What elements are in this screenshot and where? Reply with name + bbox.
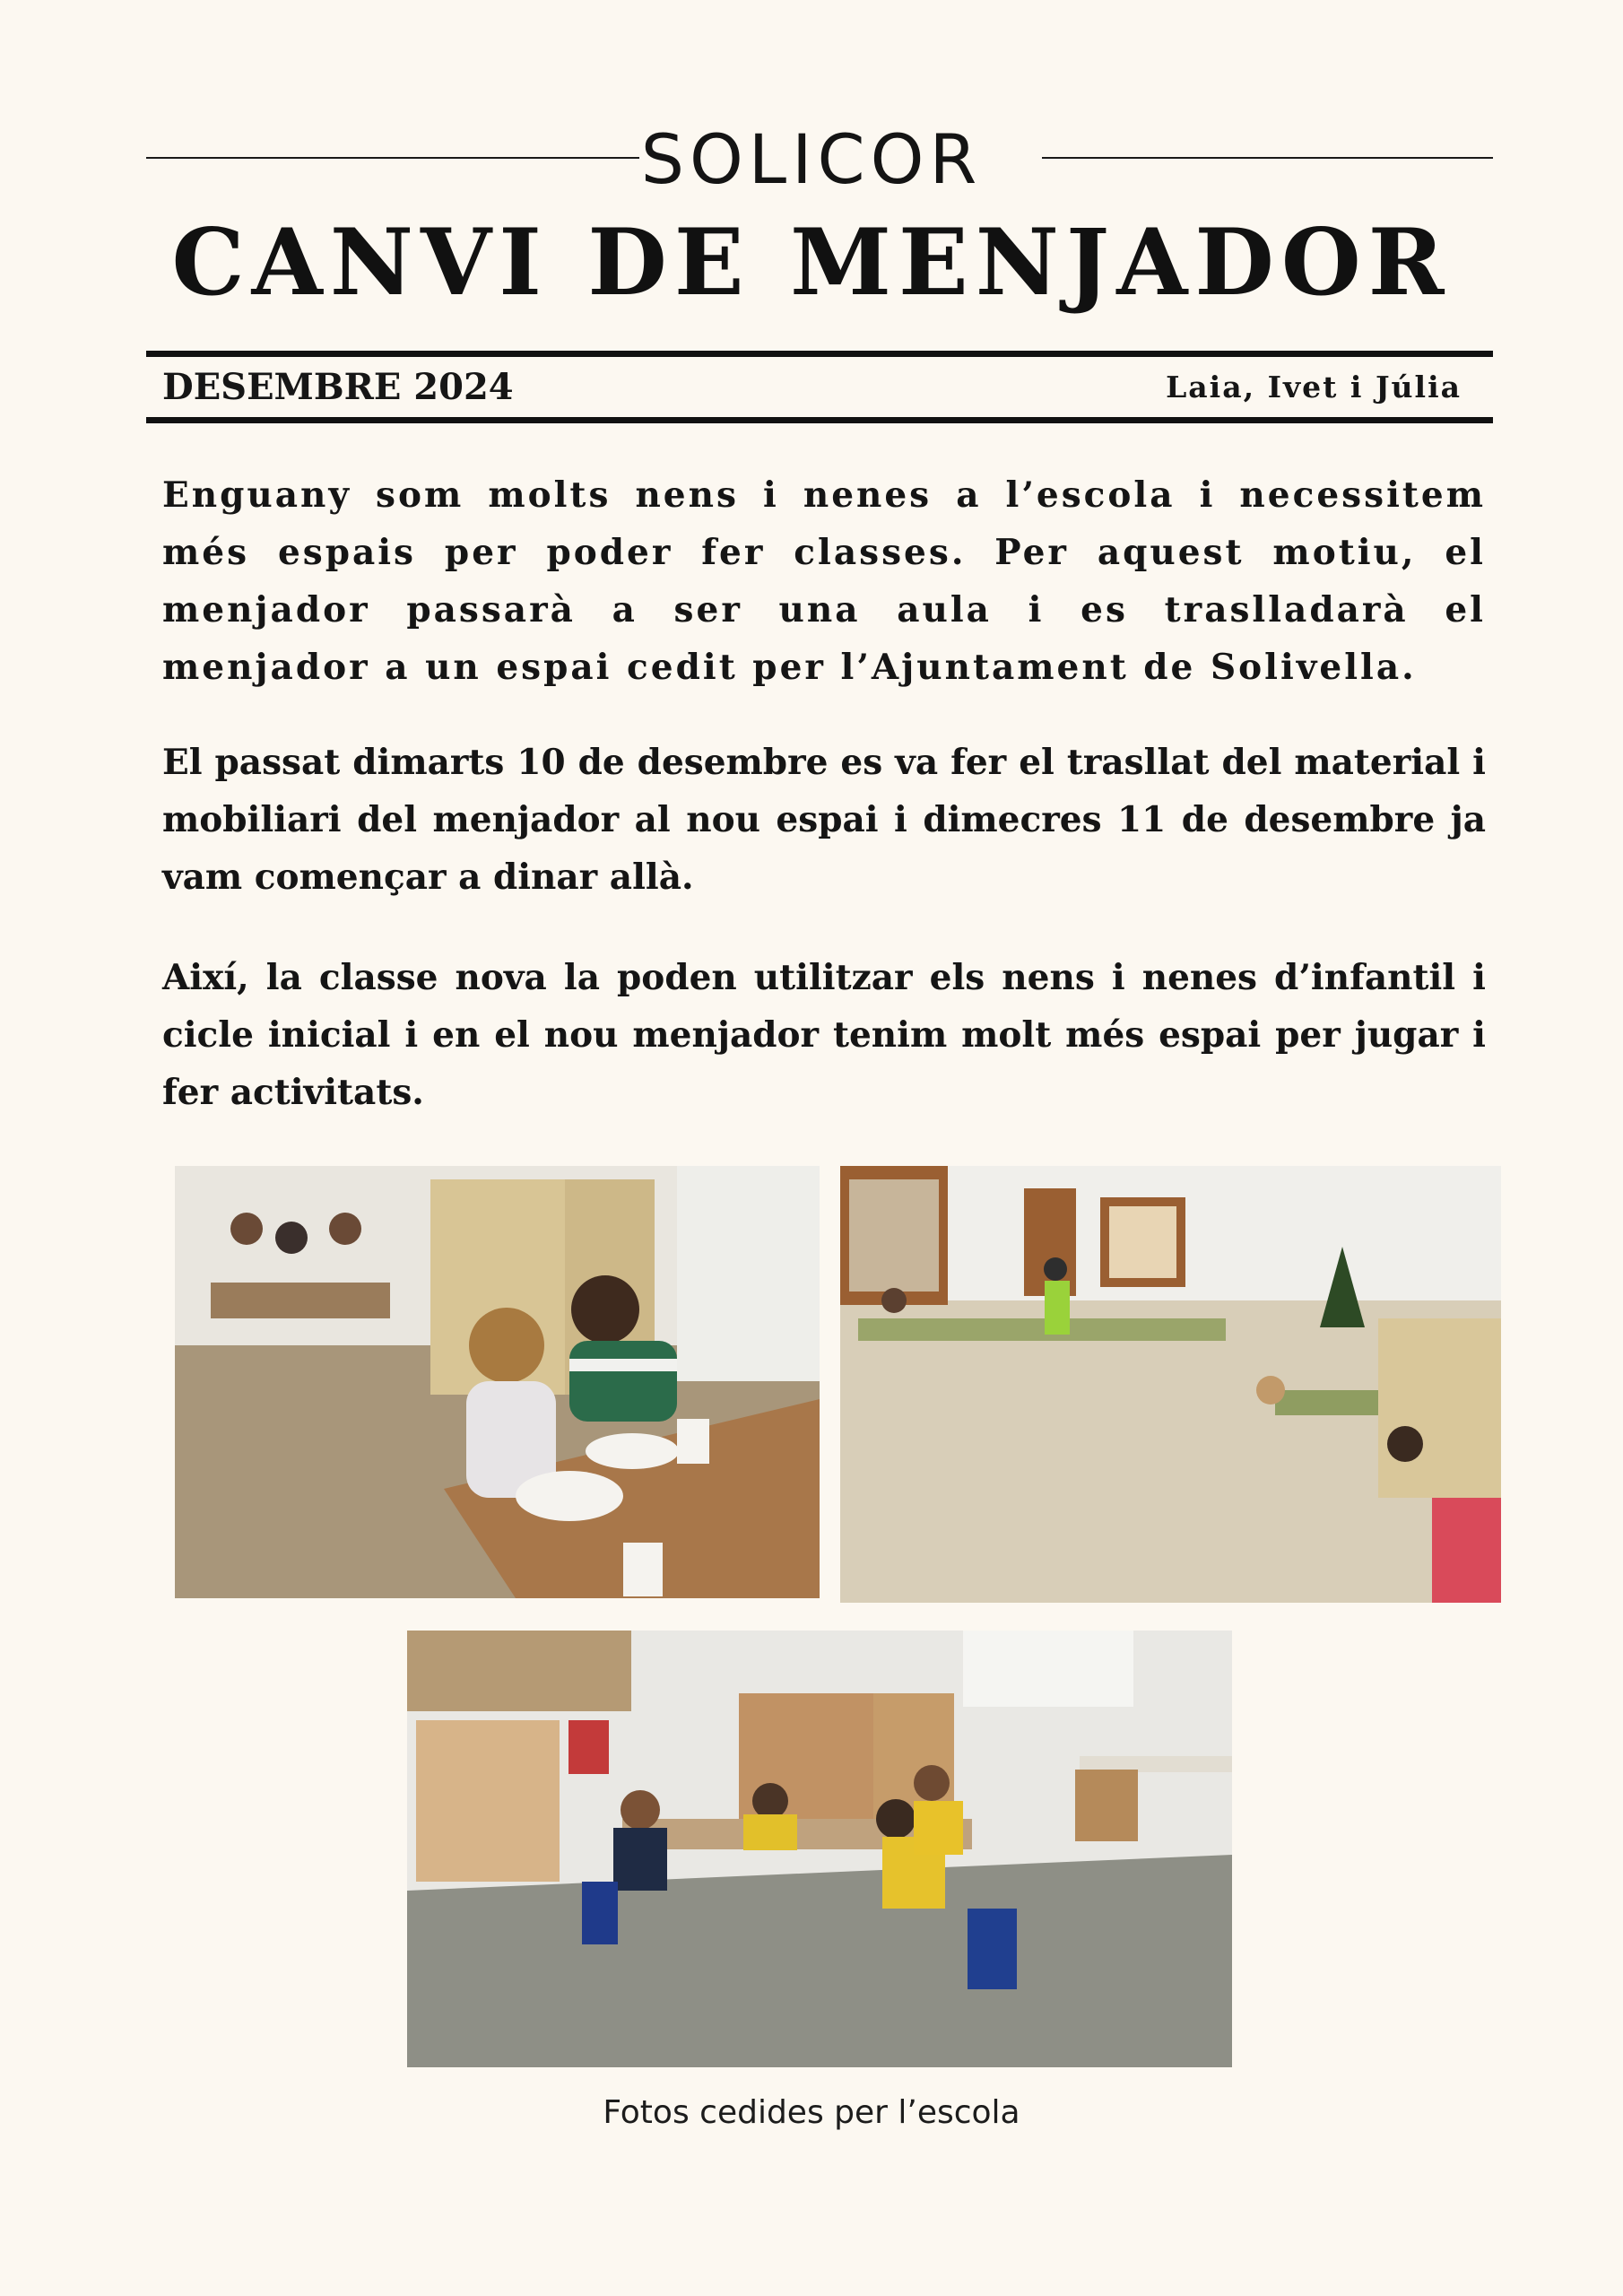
dateline-top-rule [146,351,1493,357]
photo-new-classroom [407,1631,1232,2067]
article-paragraph: El passat dimarts 10 de desembre es va fer el trasllat del material i mobiliari del menjador al nou espai i dimecres 11 de desembre ja vam començar a dinar allà. [162,742,1486,898]
authors: Laia, Ivet i Júlia [1166,370,1462,404]
dateline-bottom-rule [146,417,1493,423]
headline: CANVI DE MENJADOR [171,209,1452,317]
masthead-title: SOLICOR [640,119,983,199]
article-paragraph: Així, la classe nova la poden utilitzar els nens i nenes d’infantil i cicle inicial i en el nou menjador tenim molt més espai per jugar i fer activitats. [162,957,1486,1113]
photo-children-eating [175,1166,820,1598]
article-paragraph: Enguany som molts nens i nenes a l’escola i necessitem més espais per poder fer classes. Per aquest motiu, el menjador passarà a ser una aula i es traslladarà el menjador a un espai cedit per l’Ajuntament de Solivella. [162,474,1486,688]
photo-dining-room [840,1166,1501,1603]
photo-caption: Fotos cedides per l’escola [603,2094,1020,2131]
issue-date: DESEMBRE 2024 [162,366,514,408]
